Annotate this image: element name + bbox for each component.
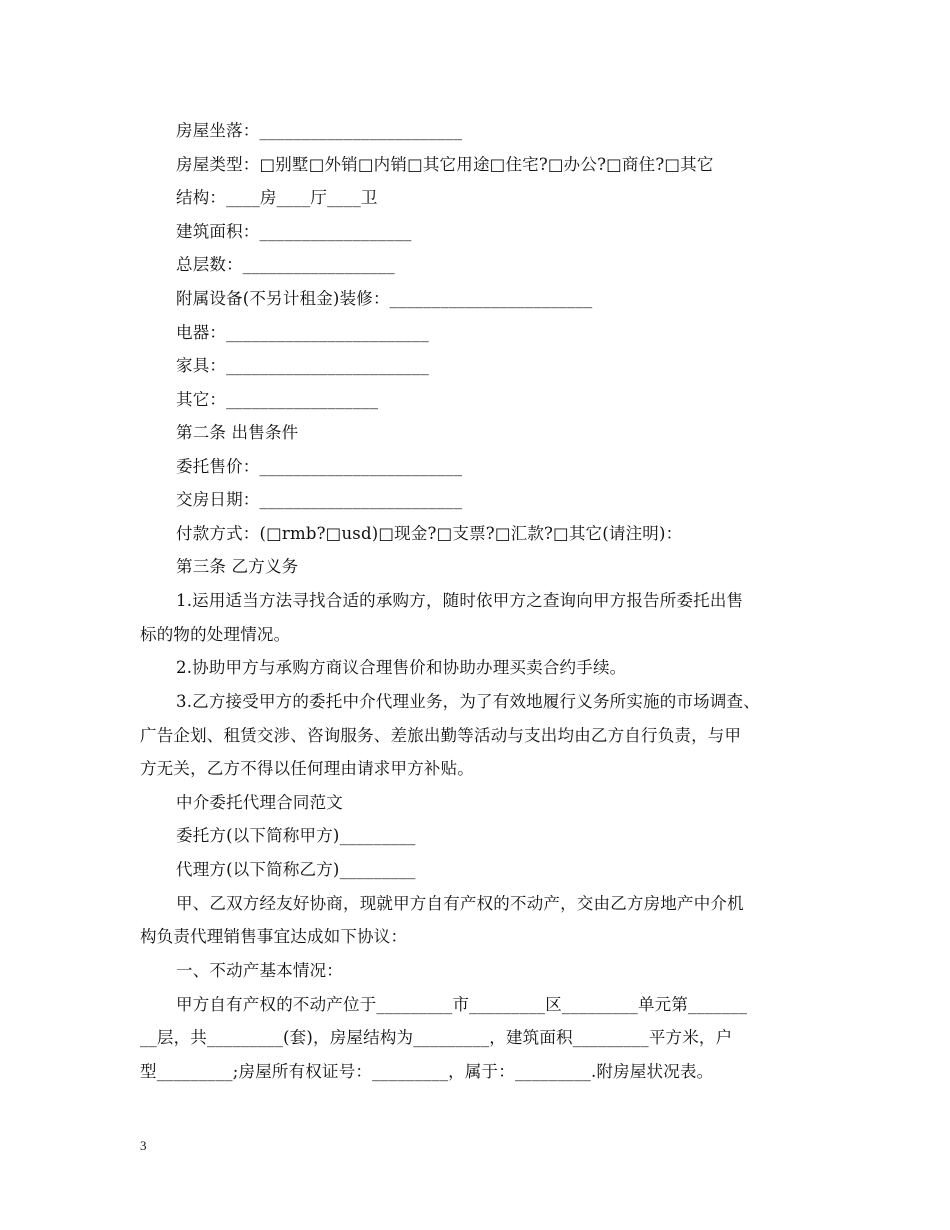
document-subtitle: 中介委托代理合同范文 (176, 793, 343, 812)
paragraph-line: 1.运用适当方法寻找合适的承购方，随时依甲方之查询向甲方报告所委托出售 (176, 591, 744, 610)
field-handover-date: 交房日期：________________________ (176, 490, 463, 509)
paragraph-line: 构负责代理销售事宜达成如下协议： (140, 927, 408, 946)
paragraph-line: 3.乙方接受甲方的委托中介代理业务，为了有效地履行义务所实施的市场调查、 (176, 692, 760, 711)
field-furniture: 家具：________________________ (176, 356, 429, 375)
field-appliances: 电器：________________________ (176, 323, 429, 342)
section-heading-party-b-obligations: 第三条 乙方义务 (176, 557, 299, 576)
field-other: 其它：__________________ (176, 390, 379, 409)
field-total-floors: 总层数：__________________ (176, 255, 395, 274)
paragraph-line: 甲、乙双方经友好协商，现就甲方自有产权的不动产，交由乙方房地产中介机 (176, 894, 744, 913)
field-payment-method: 付款方式：(□rmb?□usd)□现金?□支票?□汇款?□其它(请注明)： (176, 524, 683, 543)
section-heading-property-info: 一、不动产基本情况： (176, 961, 343, 980)
field-principal: 委托方(以下简称甲方)_________ (176, 826, 416, 845)
paragraph-line: 标的物的处理情况。 (140, 625, 291, 644)
paragraph-line: 型_________;房屋所有权证号：_________，属于：_________.附房屋状况表。 (140, 1062, 714, 1081)
field-house-location: 房屋坐落：________________________ (176, 121, 463, 140)
page-number: 3 (140, 1138, 147, 1153)
field-structure: 结构：____房____厅____卫 (176, 188, 378, 207)
paragraph-line: 广告企划、租赁交涉、咨询服务、差旅出勤等活动与支出均由乙方自行负责，与甲 (140, 726, 742, 745)
paragraph-line: __层，共_________(套)，房屋结构为_________，建筑面积_________平方米，户 (140, 1028, 733, 1047)
field-agent: 代理方(以下简称乙方)_________ (176, 860, 416, 879)
field-equipment-decoration: 附属设备(不另计租金)装修：________________________ (176, 289, 593, 308)
paragraph-line: 2.协助甲方与承购方商议合理售价和协助办理买卖合约手续。 (176, 658, 627, 677)
field-building-area: 建筑面积：__________________ (176, 222, 412, 241)
paragraph-line: 方无关，乙方不得以任何理由请求甲方补贴。 (140, 759, 474, 778)
section-heading-sale-conditions: 第二条 出售条件 (176, 423, 299, 442)
paragraph-line: 甲方自有产权的不动产位于_________市_________区_________单元第_______ (176, 995, 748, 1014)
field-house-type: 房屋类型：□别墅□外销□内销□其它用途□住宅?□办公?□商住?□其它 (176, 155, 714, 174)
field-asking-price: 委托售价：________________________ (176, 457, 463, 476)
